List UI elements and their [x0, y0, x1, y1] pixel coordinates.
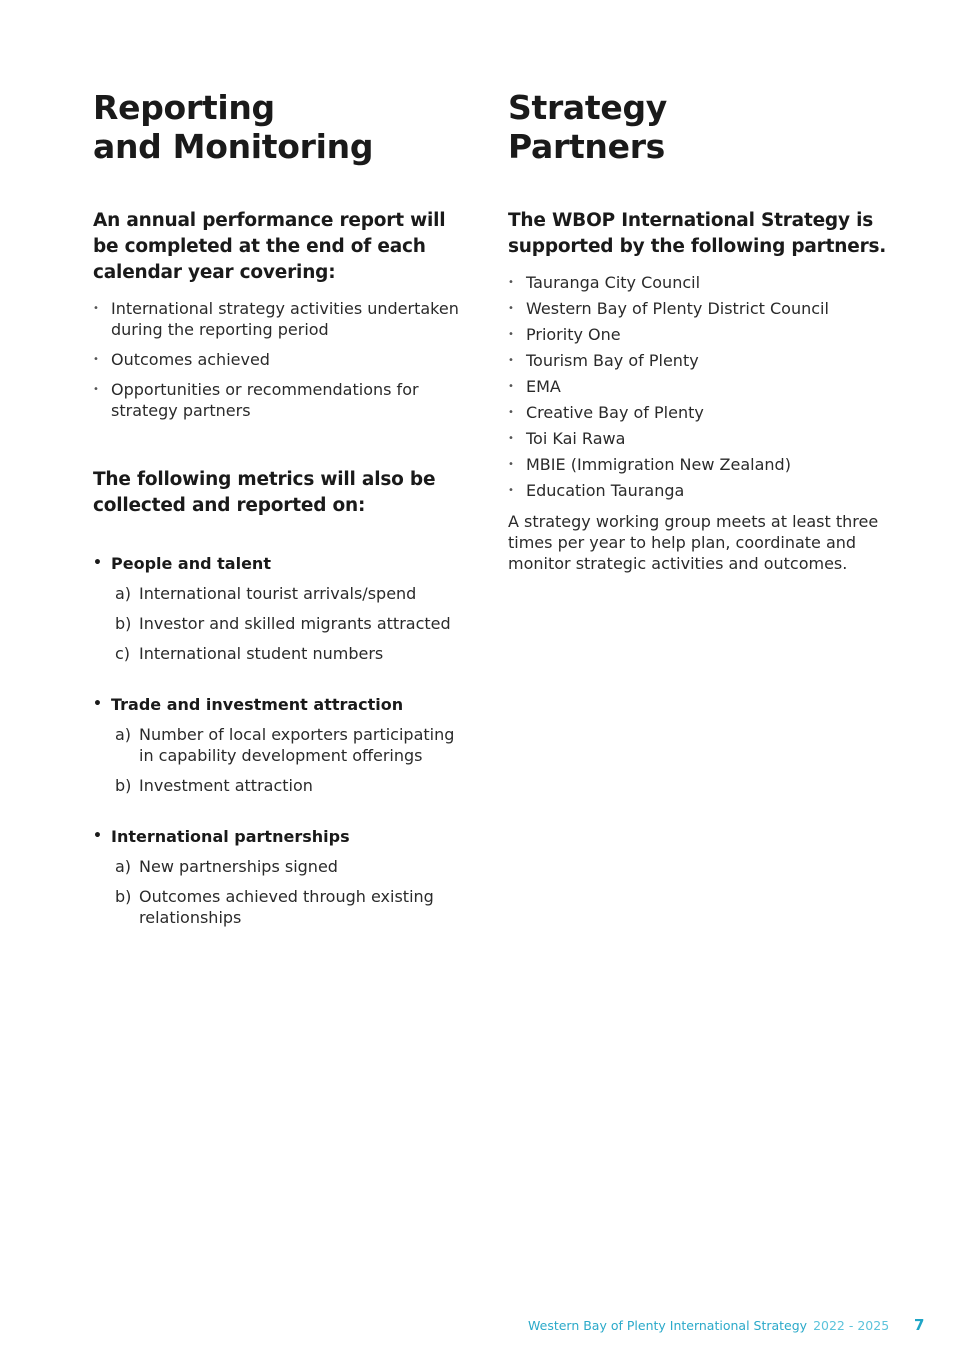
page-footer — [528, 1318, 889, 1333]
list-text: International tourist arrivals/spend — [139, 584, 417, 603]
list-marker: b) — [115, 776, 132, 795]
reporting-title — [93, 88, 473, 166]
metric-group-partnerships — [93, 826, 473, 928]
list-item: • Education Tauranga — [508, 480, 888, 501]
list-item: • Western Bay of Plenty District Council — [508, 298, 888, 319]
list-item — [93, 613, 473, 634]
list-text: International student numbers — [139, 644, 384, 663]
list-item: • Tourism Bay of Plenty — [508, 350, 888, 371]
list-item — [93, 775, 473, 796]
list-text: Investment attraction — [139, 776, 313, 795]
metric-group-trade — [93, 694, 473, 796]
partners-title-line1: Strategy — [508, 88, 667, 127]
list-item: • Toi Kai Rawa — [508, 428, 888, 449]
report-items-list — [93, 298, 473, 421]
list-item: • EMA — [508, 376, 888, 397]
metric-heading: • International partnerships — [93, 826, 473, 847]
list-item: • Outcomes achieved — [93, 349, 473, 370]
list-text: Number of local exporters participating in capability development offerings — [139, 725, 455, 765]
list-item — [93, 643, 473, 664]
footer-years: 2022 - 2025 — [813, 1318, 890, 1333]
metrics-intro: The following metrics will also be collected and reported on: — [93, 469, 436, 516]
list-text: Investor and skilled migrants attracted — [139, 614, 451, 633]
list-item — [93, 724, 473, 766]
metric-sublist — [93, 583, 473, 664]
metric-group-people — [93, 553, 473, 664]
metric-sublist — [93, 856, 473, 928]
list-text: Outcomes achieved through existing relationships — [139, 887, 434, 927]
list-item: • Creative Bay of Plenty — [508, 402, 888, 423]
reporting-title-line1: Reporting — [93, 88, 275, 127]
list-item — [93, 886, 473, 928]
reporting-section — [93, 88, 473, 937]
partners-intro: The WBOP International Strategy is supported by the following partners. — [508, 210, 887, 257]
list-marker: a) — [115, 857, 132, 876]
report-intro: An annual performance report will be completed at the end of each calendar year covering: — [93, 210, 446, 283]
list-item: • Priority One — [508, 324, 888, 345]
partners-list — [508, 272, 888, 501]
list-item: • MBIE (Immigration New Zealand) — [508, 454, 888, 475]
list-marker: a) — [115, 725, 132, 744]
list-item: • International strategy activities undertaken during the reporting period — [93, 298, 473, 340]
metric-heading: • People and talent — [93, 553, 473, 574]
list-marker: b) — [115, 887, 132, 906]
list-marker: a) — [115, 584, 132, 603]
reporting-title-line2: and Monitoring — [93, 127, 374, 166]
list-item: • Tauranga City Council — [508, 272, 888, 293]
list-text: New partnerships signed — [139, 857, 338, 876]
list-marker: c) — [115, 644, 131, 663]
list-item — [93, 583, 473, 604]
list-item — [93, 856, 473, 877]
partners-title-line2: Partners — [508, 127, 666, 166]
footer-doc-title: Western Bay of Plenty International Strategy — [528, 1318, 808, 1333]
metric-heading: • Trade and investment attraction — [93, 694, 473, 715]
metric-sublist — [93, 724, 473, 796]
list-item: • Opportunities or recommendations for strategy partners — [93, 379, 473, 421]
list-marker: b) — [115, 614, 132, 633]
partners-section — [508, 88, 888, 574]
page-number: 7 — [914, 1316, 925, 1334]
working-group-paragraph: A strategy working group meets at least three times per year to help plan, coordinate and monitor strategic activities and outcomes. — [508, 512, 879, 573]
partners-title — [508, 88, 888, 166]
